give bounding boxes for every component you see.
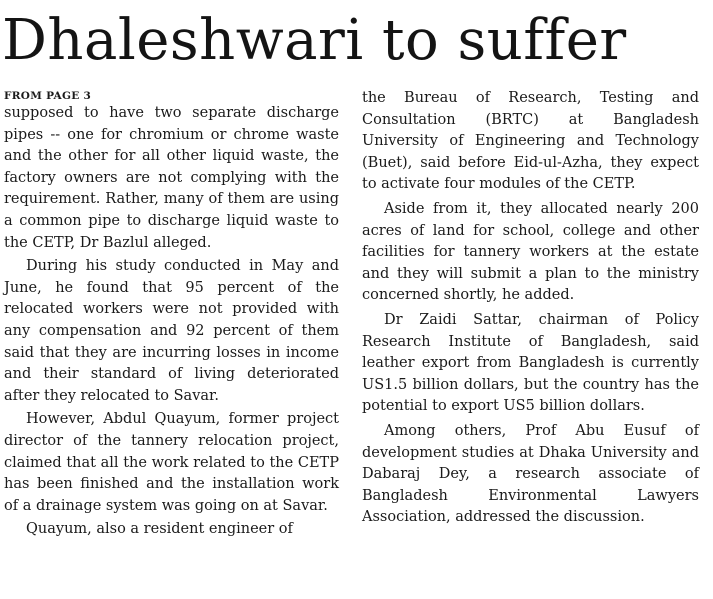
paragraph-left-1: supposed to have two separate discharge pipes -- one for chromium or chrome waste and the other for all other liquid waste, the factory owners are not complying with the requirement. Rather, many of them are using a common pipe to discharge liquid waste to the CETP, Dr Bazlul alleged. xyxy=(4,105,339,251)
paragraph-right-4: Among others, Prof Abu Eusuf of development studies at Dhaka University and Dabaraj Dey, a research associate of Bangladesh Environmental Lawyers Association, addressed the discussion. xyxy=(362,422,699,526)
paragraph-left-2: During his study conducted in May and June, he found that 95 percent of the relocated workers were not provided with any compensation and 92 percent of them said that they are incurring losses in income and their standard of living deteriorated after they relocated to Savar. xyxy=(4,258,339,404)
paragraph-right-3: Dr Zaidi Sattar, chairman of Policy Research Institute of Bangladesh, said leather export from Bangladesh is currently US1.5 billion dollars, but the country has the potential to export US5 billion dollars. xyxy=(362,311,699,415)
paragraph-right-2: Aside from it, they allocated nearly 200 acres of land for school, college and other facilities for tannery workers at the estate and they will submit a plan to the ministry concerned shortly, he added. xyxy=(362,200,699,304)
paragraph-left-4: Quayum, also a resident engineer of xyxy=(26,521,293,538)
article-column-right xyxy=(362,88,699,529)
paragraph-left-3: However, Abdul Quayum, former project director of the tannery relocation project, claimed that all the work related to the CETP has been finished and the installation work of a drainage system was going on at Savar. xyxy=(4,411,339,514)
headline: Dhaleshwari to suffer xyxy=(2,8,627,73)
paragraph-right-1: the Bureau of Research, Testing and Consultation (BRTC) at Bangladesh University of Engineering and Technology (Buet), said before Eid-ul-Azha, they expect to activate four modules of the CETP. xyxy=(362,90,699,193)
article-column-left xyxy=(4,88,339,541)
continuation-kicker: FROM PAGE 3 xyxy=(4,90,92,102)
